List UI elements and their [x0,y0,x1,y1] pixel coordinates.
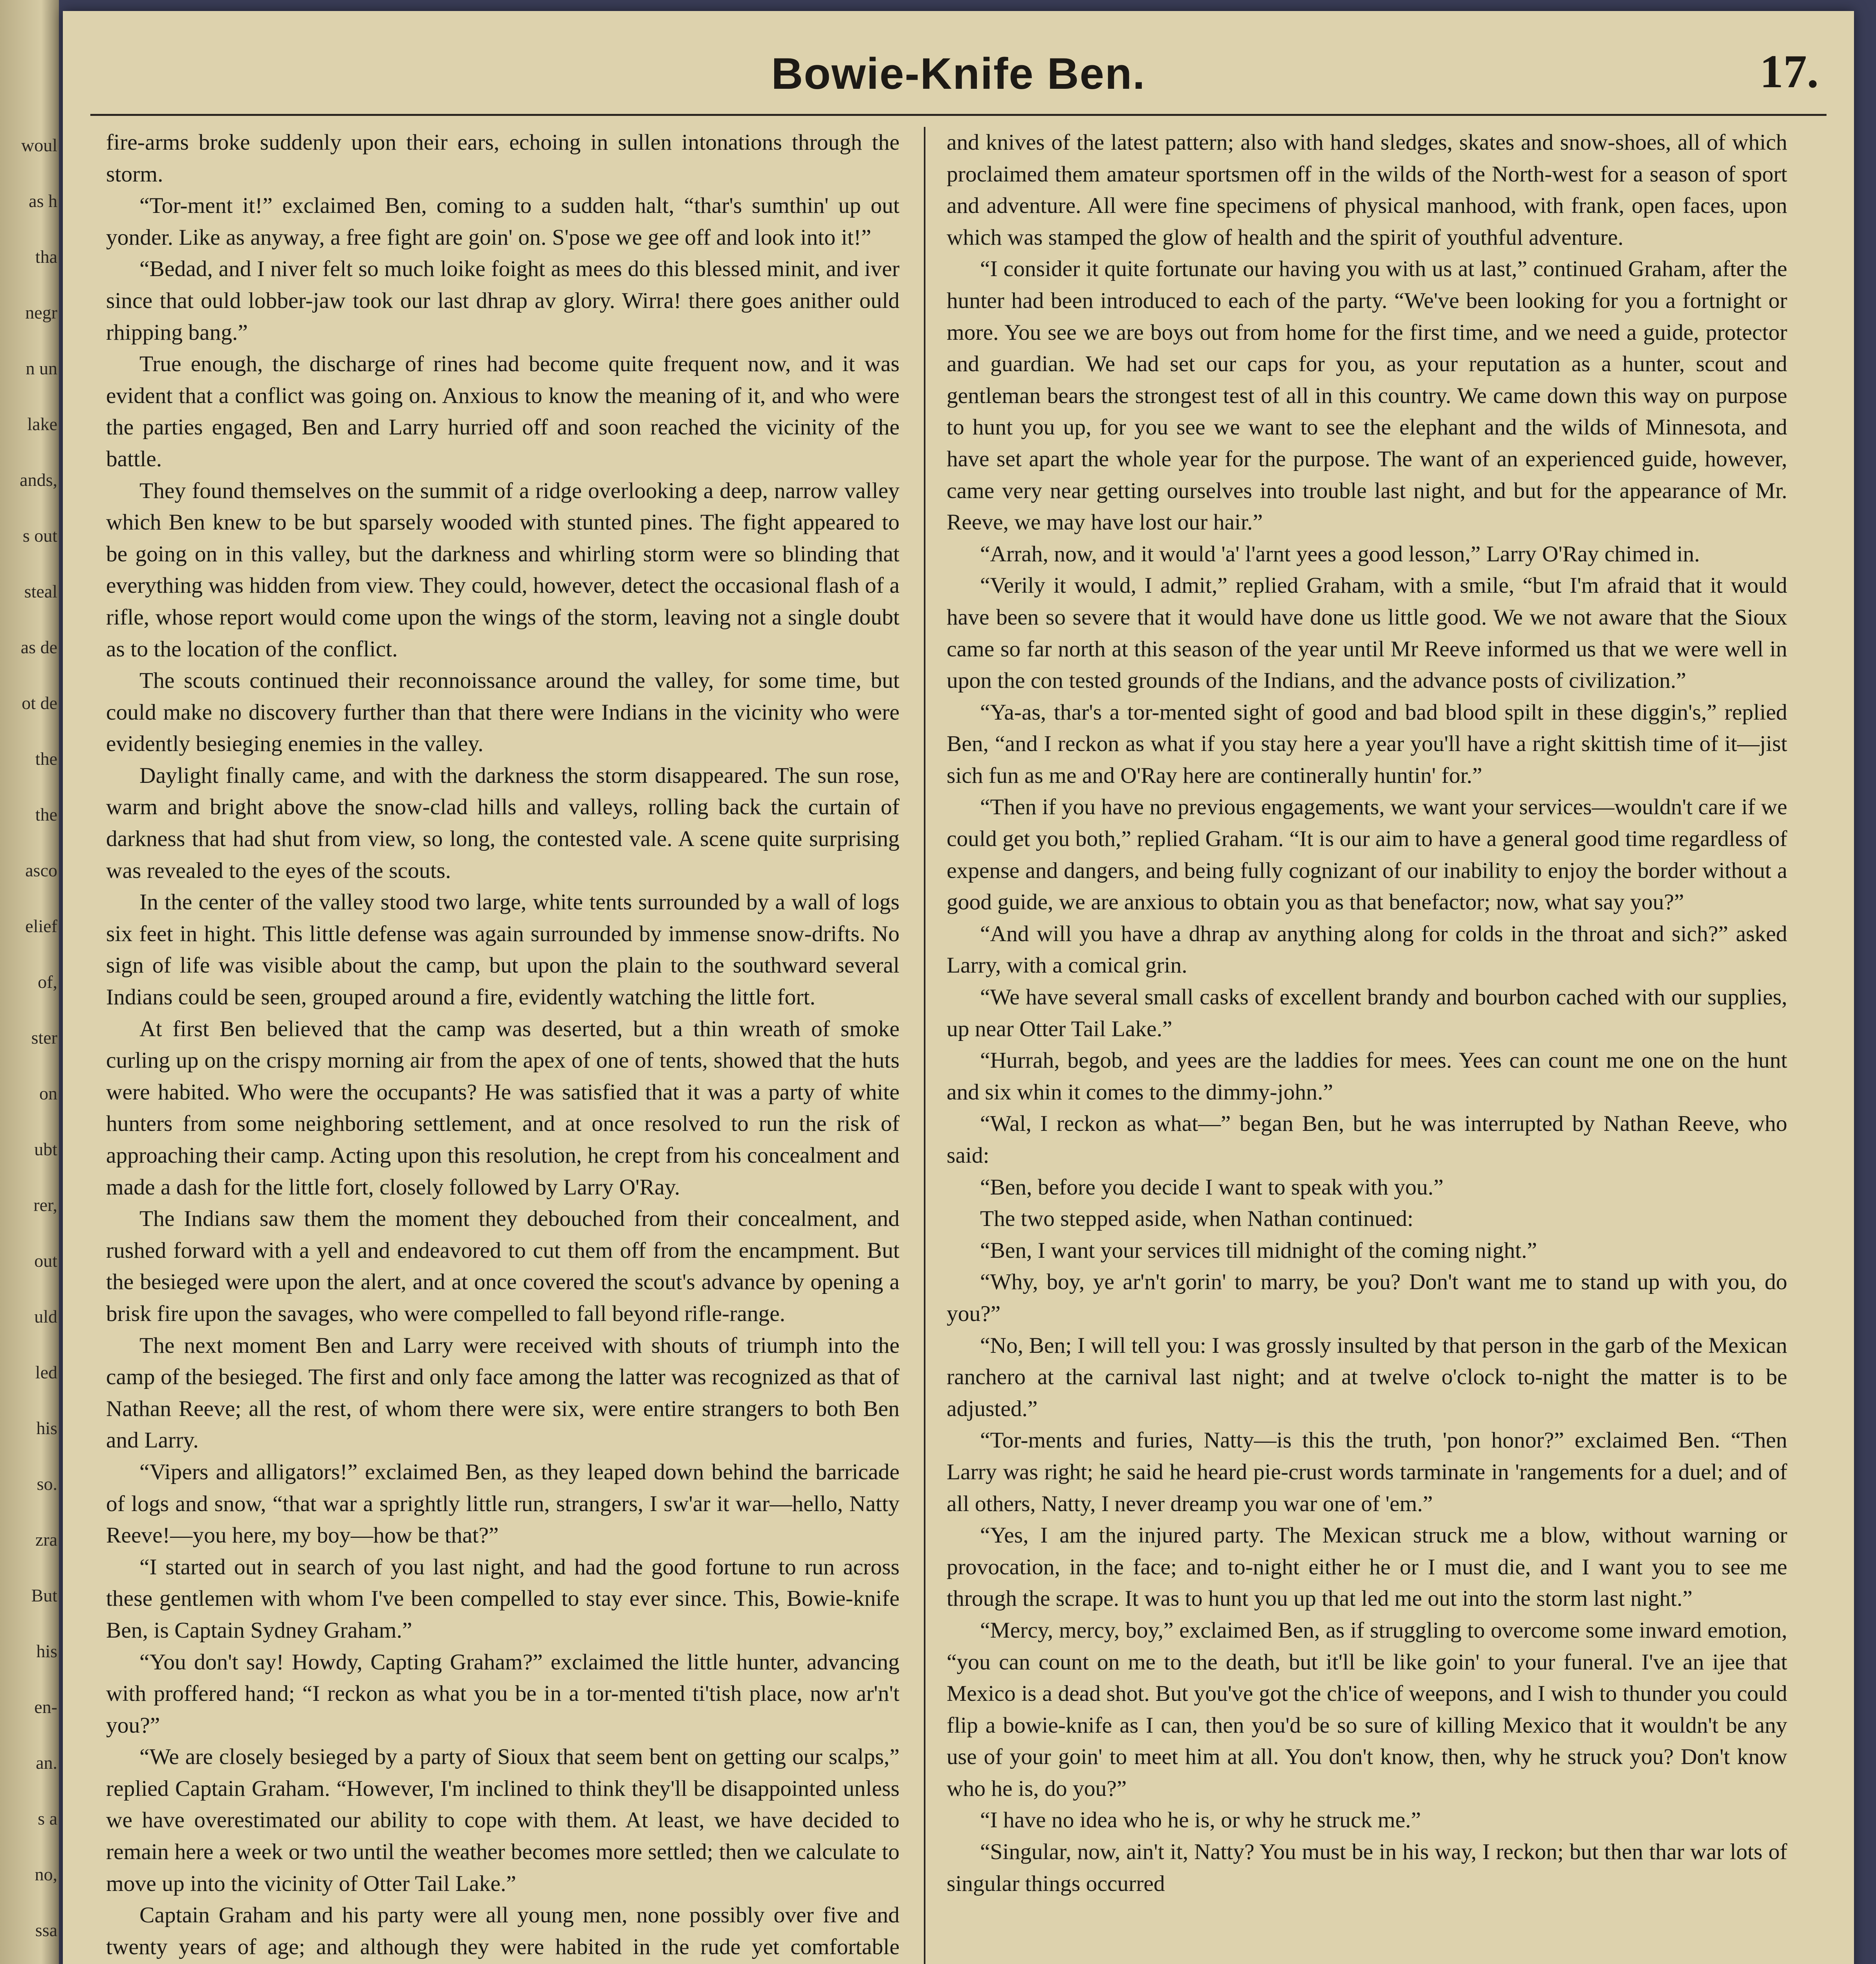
paragraph: “We are closely besieged by a party of Sioux that seem bent on getting our scalps,” replied Captain Graham. “However, I'm inclined to think they'll be disappointed unless we have overestimated our ability to cope with them. At least, we have decided to remain here a week or two until the weather becomes more settled; then we calculate to move up into the vicinity of Otter Tail Lake.” [106,1744,900,1896]
paragraph: “I have no idea who he is, or why he struck me.” [980,1808,1421,1833]
paragraph: “I started out in search of you last night, and had the good fortune to run across these gentlemen with whom I've been compelled to stay ever since. This, Bowie-knife Ben, is Captain Sydney Graham.” [106,1554,900,1643]
previous-page-edge [0,0,59,1964]
paragraph: The two stepped aside, when Nathan continued: [980,1206,1414,1231]
previous-page-fragment: asco [25,860,57,880]
previous-page-fragment: woul [21,135,57,155]
previous-page-fragment: an. [36,1753,57,1773]
paragraph: “Ben, I want your services till midnight of the coming night.” [980,1238,1537,1263]
paragraph: Captain Graham and his party were all young men, none possibly over five and twenty years of age; and although they were habited in the rude yet comfortable [106,1903,900,1959]
paragraph: “No, Ben; I will tell you: I was grossly insulted by that person in the garb of the Mexican ranchero at the carnival last night; and at twelve o'clock to-night the matter is to be adjusted.” [947,1333,1787,1421]
previous-page-fragment: negr [25,302,57,322]
column-divider [924,127,925,1964]
previous-page-fragment: en- [34,1697,57,1717]
paragraph: “Then if you have no previous engagements, we want your services—wouldn't care if we could get you both,” replied Graham. “It is our aim to have a general good time regardless of expense and dangers, and being fully cognizant of our inability to enjoy the border without a good guide, we are anxious to obtain you as that benefactor; now, what say you?” [947,795,1787,915]
previous-page-fragment: so. [37,1474,57,1494]
paragraph: They found themselves on the summit of a ridge overlooking a deep, narrow valley which Ben knew to be but sparsely wooded with stunted pines. The fight appeared to be going on in this valley, but the darkness and whirling storm were so blinding that everything was hidden from view. They could, however, detect the occasional flash of a rifle, whose report would come upon the wings of the storm, leaving not a single doubt as to the location of the conflict. [106,478,900,661]
paragraph: and knives of the latest pattern; also with hand sledges, skates and snow-shoes, all of which proclaimed them amateur sportsmen off in the wilds of the North-west for a season of sport and adventure. All were fine specimens of physical manhood, with frank, open faces, upon which was stamped the glow of health and the spirit of youthful adventure. [947,130,1787,250]
previous-page-fragment: of, [38,972,57,992]
previous-page-fragment: ssa [35,1920,57,1940]
paragraph: “Tor-ment it!” exclaimed Ben, coming to a sudden halt, “thar's sumthin' up out yonder. Like as anyway, a free fight are goin' on. S'pose we gee off and look into it!” [106,193,900,250]
previous-page-fragment: led [35,1362,57,1382]
right-column [947,127,1787,1964]
paragraph: The Indians saw them the moment they debouched from their concealment, and rushed forward with a yell and endeavored to cut them off from the encampment. But the besieged were upon the alert, and at once covered the scout's advance by opening a brisk fire upon the savages, who were compelled to fall beyond rifle-range. [106,1206,900,1326]
previous-page-fragment: ster [31,1028,57,1048]
paragraph: “You don't say! Howdy, Capting Graham?” exclaimed the little hunter, advancing with proffered hand; “I reckon as what you be in a tor-mented ti'tish place, now ar'n't you?” [106,1649,900,1738]
left-column [106,127,900,1964]
previous-page-fragment: n un [26,358,57,378]
previous-page-fragment: ands, [20,470,57,490]
previous-page-fragment: out [34,1251,57,1271]
paragraph: “And will you have a dhrap av anything along for colds in the throat and sich?” asked Larry, with a comical grin. [947,921,1787,978]
paragraph: “Why, boy, ye ar'n't gorin' to marry, be you? Don't want me to stand up with you, do you?” [947,1270,1787,1326]
paragraph: fire-arms broke suddenly upon their ears, echoing in sullen intonations through the storm. [106,130,900,187]
paragraph: The scouts continued their reconnoissance around the valley, for some time, but could make no discovery further than that there were Indians in the vicinity who were evidently besieging enemies in the valley. [106,668,900,757]
paragraph: “Mercy, mercy, boy,” exclaimed Ben, as if struggling to overcome some inward emotion, “you can count on me to the death, but it'll be like goin' to your funeral. I've an ijee that Mexico is a dead shot. But you've got the ch'ice of weepons, and I wish to thunder you could flip a bowie-knife as I can, then you'd be so sure of killing Mexico that it wouldn't be any use of your goin' to meet him at all. You don't know, then, why he struck you? Don't know who he is, do you?” [947,1618,1787,1801]
previous-page-fragment: rer, [33,1195,57,1215]
previous-page-fragment: But [31,1585,57,1605]
previous-page-fragment: his [36,1641,57,1661]
previous-page-fragment: as de [20,637,57,657]
paragraph: True enough, the discharge of rines had become quite frequent now, and it was evident that a conflict was going on. Anxious to know the meaning of it, and who were the parties engaged, Ben and Larry hurried off and soon reached the vicinity of the battle. [106,352,900,471]
paragraph: At first Ben believed that the camp was deserted, but a thin wreath of smoke curling up on the crispy morning air from the apex of one of tents, showed that the huts were habited. Who were the occupants? He was satisfied that it was a party of white hunters from some neighboring settlement, and at once resolved to run the risk of approaching their camp. Acting upon this resolution, he crept from his concealment and made a dash for the little fort, closely followed by Larry O'Ray. [106,1016,900,1200]
previous-page-fragment: as h [29,191,57,211]
paragraph: “Bedad, and I niver felt so much loike foight as mees do this blessed minit, and iver since that ould lobber-jaw took our last dhrap av glory. Wirra! there goes anither ould rhipping bang.” [106,256,900,345]
paragraph: “I consider it quite fortunate our having you with us at last,” continued Graham, after the hunter had been introduced to each of the party. “We've been looking for you a fortnight or more. You see we are boys out from home for the first time, and we need a guide, protector and guardian. We had set our caps for you, as your reputation as a hunter, scout and gentleman bears the strongest test of all in this country. We came down this way on purpose to hunt you up, for you see we want to see the elephant and the wilds of Minnesota, and have set apart the whole year for the purpose. The want of an experienced guide, however, came very near getting ourselves into trouble last night, and but for the appearance of Mr. Reeve, we may have lost our hair.” [947,256,1787,535]
previous-page-fragment: ot de [22,693,57,713]
magazine-page [63,11,1854,1964]
paragraph: “Hurrah, begob, and yees are the laddies for mees. Yees can count me one on the hunt and six whin it comes to the dimmy-john.” [947,1048,1787,1105]
page-header [98,27,1819,117]
paragraph: “Wal, I reckon as what—” began Ben, but he was interrupted by Nathan Reeve, who said: [947,1111,1787,1168]
previous-page-fragment: on [39,1083,57,1103]
previous-page-fragment: uld [34,1306,57,1326]
paragraph: “Vipers and alligators!” exclaimed Ben, as they leaped down behind the barricade of logs and snow, “that war a sprightly little run, strangers, I sw'ar it war—hello, Natty Reeve!—you here, my boy—how be that?” [106,1459,900,1548]
paragraph: “Ya-as, thar's a tor-mented sight of good and bad blood spilt in these diggin's,” replied Ben, “and I reckon as what if you stay here a year you'll have a right skittish time of it—jist sich fun as me and O'Ray here are continerally huntin' for.” [947,700,1787,788]
paragraph: “Singular, now, ain't it, Natty? You must be in his way, I reckon; but then thar war lots of singular things occurred [947,1839,1787,1896]
page-number: 17. [1760,45,1819,97]
header-rule [90,114,1827,116]
previous-page-fragment: no, [35,1864,57,1884]
previous-page-fragment: s out [22,526,57,546]
previous-page-fragment: steal [24,581,57,601]
previous-page-fragment: tha [35,247,57,267]
previous-page-fragment: zra [35,1530,57,1550]
paragraph: “Verily it would, I admit,” replied Graham, with a smile, “but I'm afraid that it would have been so severe that it would have done us little good. We we not aware that the Sioux came so far north at this season of the year until Mr Reeve informed us that we were well in upon the con tested grounds of the Indians, and the advance posts of civilization.” [947,573,1787,693]
paragraph: “We have several small casks of excellent brandy and bourbon cached with our supplies, up near Otter Tail Lake.” [947,985,1787,1041]
page-title: Bowie-Knife Ben. [771,49,1146,98]
previous-page-fragment: the [35,749,57,769]
previous-page-fragment: the [35,804,57,824]
previous-page-fragment: ubt [34,1139,57,1159]
paragraph: In the center of the valley stood two large, white tents surrounded by a wall of logs six feet in hight. This little defense was again surrounded by immense snow-drifts. No sign of life was visible about the camp, but upon the plain to the southward several Indians could be seen, grouped around a fire, evidently watching the little fort. [106,890,900,1010]
paragraph: The next moment Ben and Larry were received with shouts of triumph into the camp of the besieged. The first and only face among the latter was recognized as that of Nathan Reeve; all the rest, of whom there were six, were entire strangers to both Ben and Larry. [106,1333,900,1453]
paragraph: “Arrah, now, and it would 'a' l'arnt yees a good lesson,” Larry O'Ray chimed in. [980,541,1700,566]
paragraph: “Tor-ments and furies, Natty—is this the truth, 'pon honor?” exclaimed Ben. “Then Larry was right; he said he heard pie-crust words tarminate in 'rangements for a duel; and of all others, Natty, I never dreamp you war one of 'em.” [947,1428,1787,1516]
previous-page-fragment: s a [38,1808,57,1828]
paragraph: Daylight finally came, and with the darkness the storm disappeared. The sun rose, warm and bright above the snow-clad hills and valleys, rolling back the curtain of darkness that had shut from view, so long, the contested vale. A scene quite surprising was revealed to the eyes of the scouts. [106,763,900,883]
paragraph: “Yes, I am the injured party. The Mexican struck me a blow, without warning or provocation, in the face; and to-night either he or I must die, and I want you to see me through the scrape. It was to hunt you up that led me out into the storm last night.” [947,1523,1787,1611]
previous-page-fragment: lake [27,414,57,434]
previous-page-fragment: elief [25,916,57,936]
previous-page-fragment: his [36,1418,57,1438]
paragraph: “Ben, before you decide I want to speak with you.” [980,1174,1444,1200]
